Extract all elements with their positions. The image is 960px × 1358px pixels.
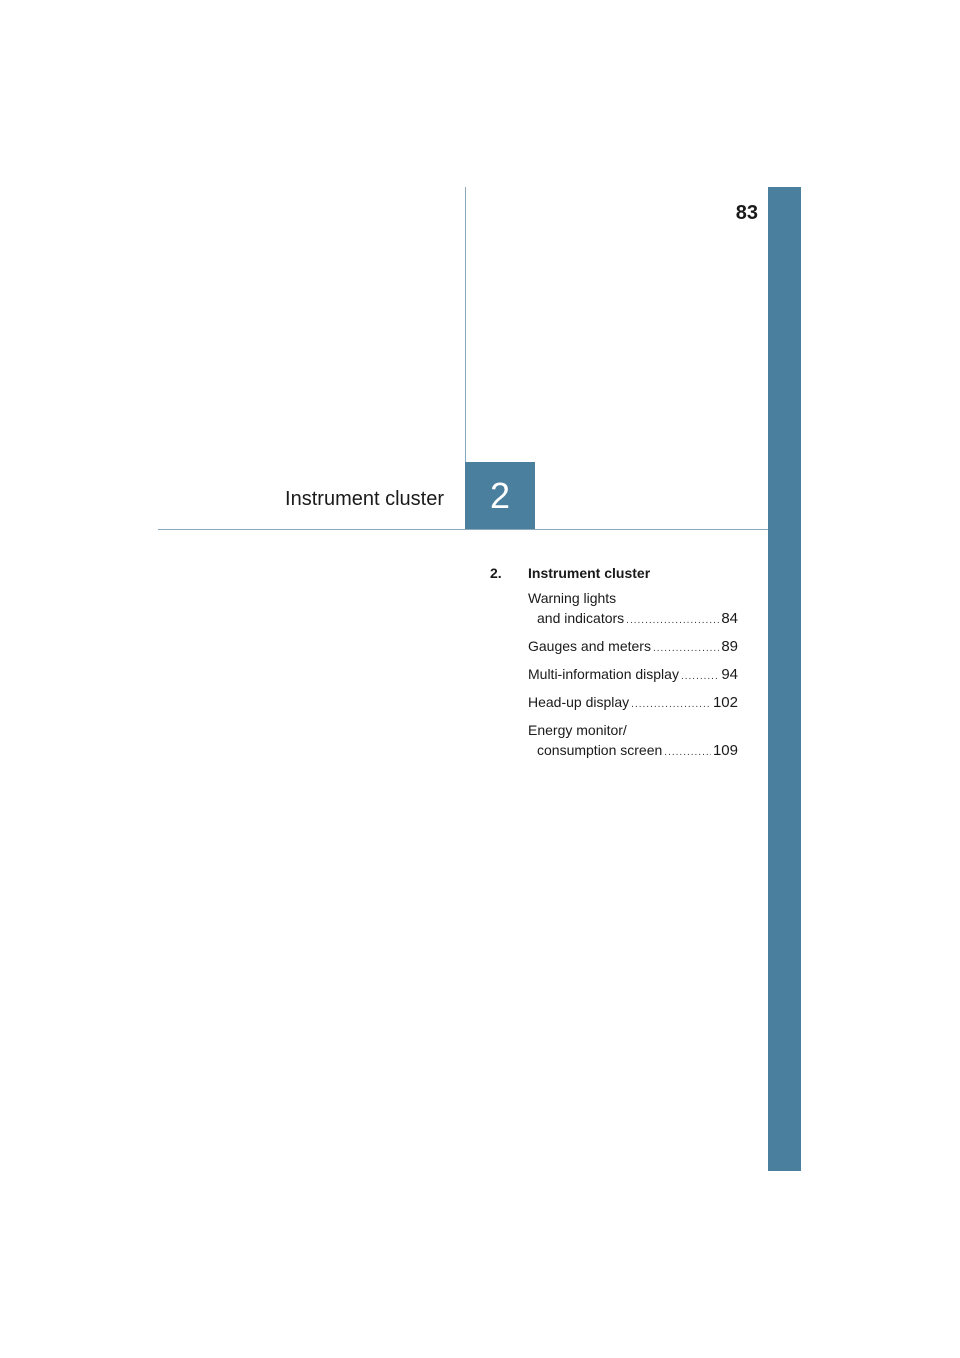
toc-entry-multi-information-display[interactable] [528,664,738,687]
chapter-title: Instrument cluster [285,488,444,510]
toc-entry-page: 84 [721,610,738,627]
toc-entry-label-continued: consumption screen [537,742,663,758]
toc-entry-page: 89 [721,638,738,655]
page-number: 83 [735,202,758,224]
toc-entry-warning-lights[interactable] [528,588,738,631]
dot-leader [681,667,719,687]
horizontal-divider [158,529,768,530]
toc-entry-label: Gauges and meters [528,638,651,654]
vertical-divider [465,187,466,463]
toc-section-heading [490,563,740,583]
table-of-contents [490,563,740,768]
toc-entry-page: 102 [712,694,738,711]
toc-entry-label: Energy monitor/ [528,722,627,738]
dot-leader [653,639,719,659]
chapter-number-badge: 2 [465,462,535,529]
dot-leader [626,611,719,631]
toc-entry-gauges-and-meters[interactable] [528,636,738,659]
dot-leader [631,695,711,715]
toc-section-title: Instrument cluster [528,565,651,581]
chapter-side-tab [768,187,801,1171]
toc-entry-page: 109 [712,742,738,759]
toc-entry-list [528,588,738,763]
toc-entry-energy-monitor[interactable] [528,720,738,763]
toc-entry-head-up-display[interactable] [528,692,738,715]
toc-entry-label: Head-up display [528,694,630,710]
toc-entry-page: 94 [721,666,738,683]
toc-entry-label: Warning lights [528,590,617,606]
dot-leader [664,743,711,763]
toc-entry-label: Multi-information display [528,666,679,682]
toc-section-number: 2. [490,565,502,581]
toc-entry-label-continued: and indicators [537,610,625,626]
